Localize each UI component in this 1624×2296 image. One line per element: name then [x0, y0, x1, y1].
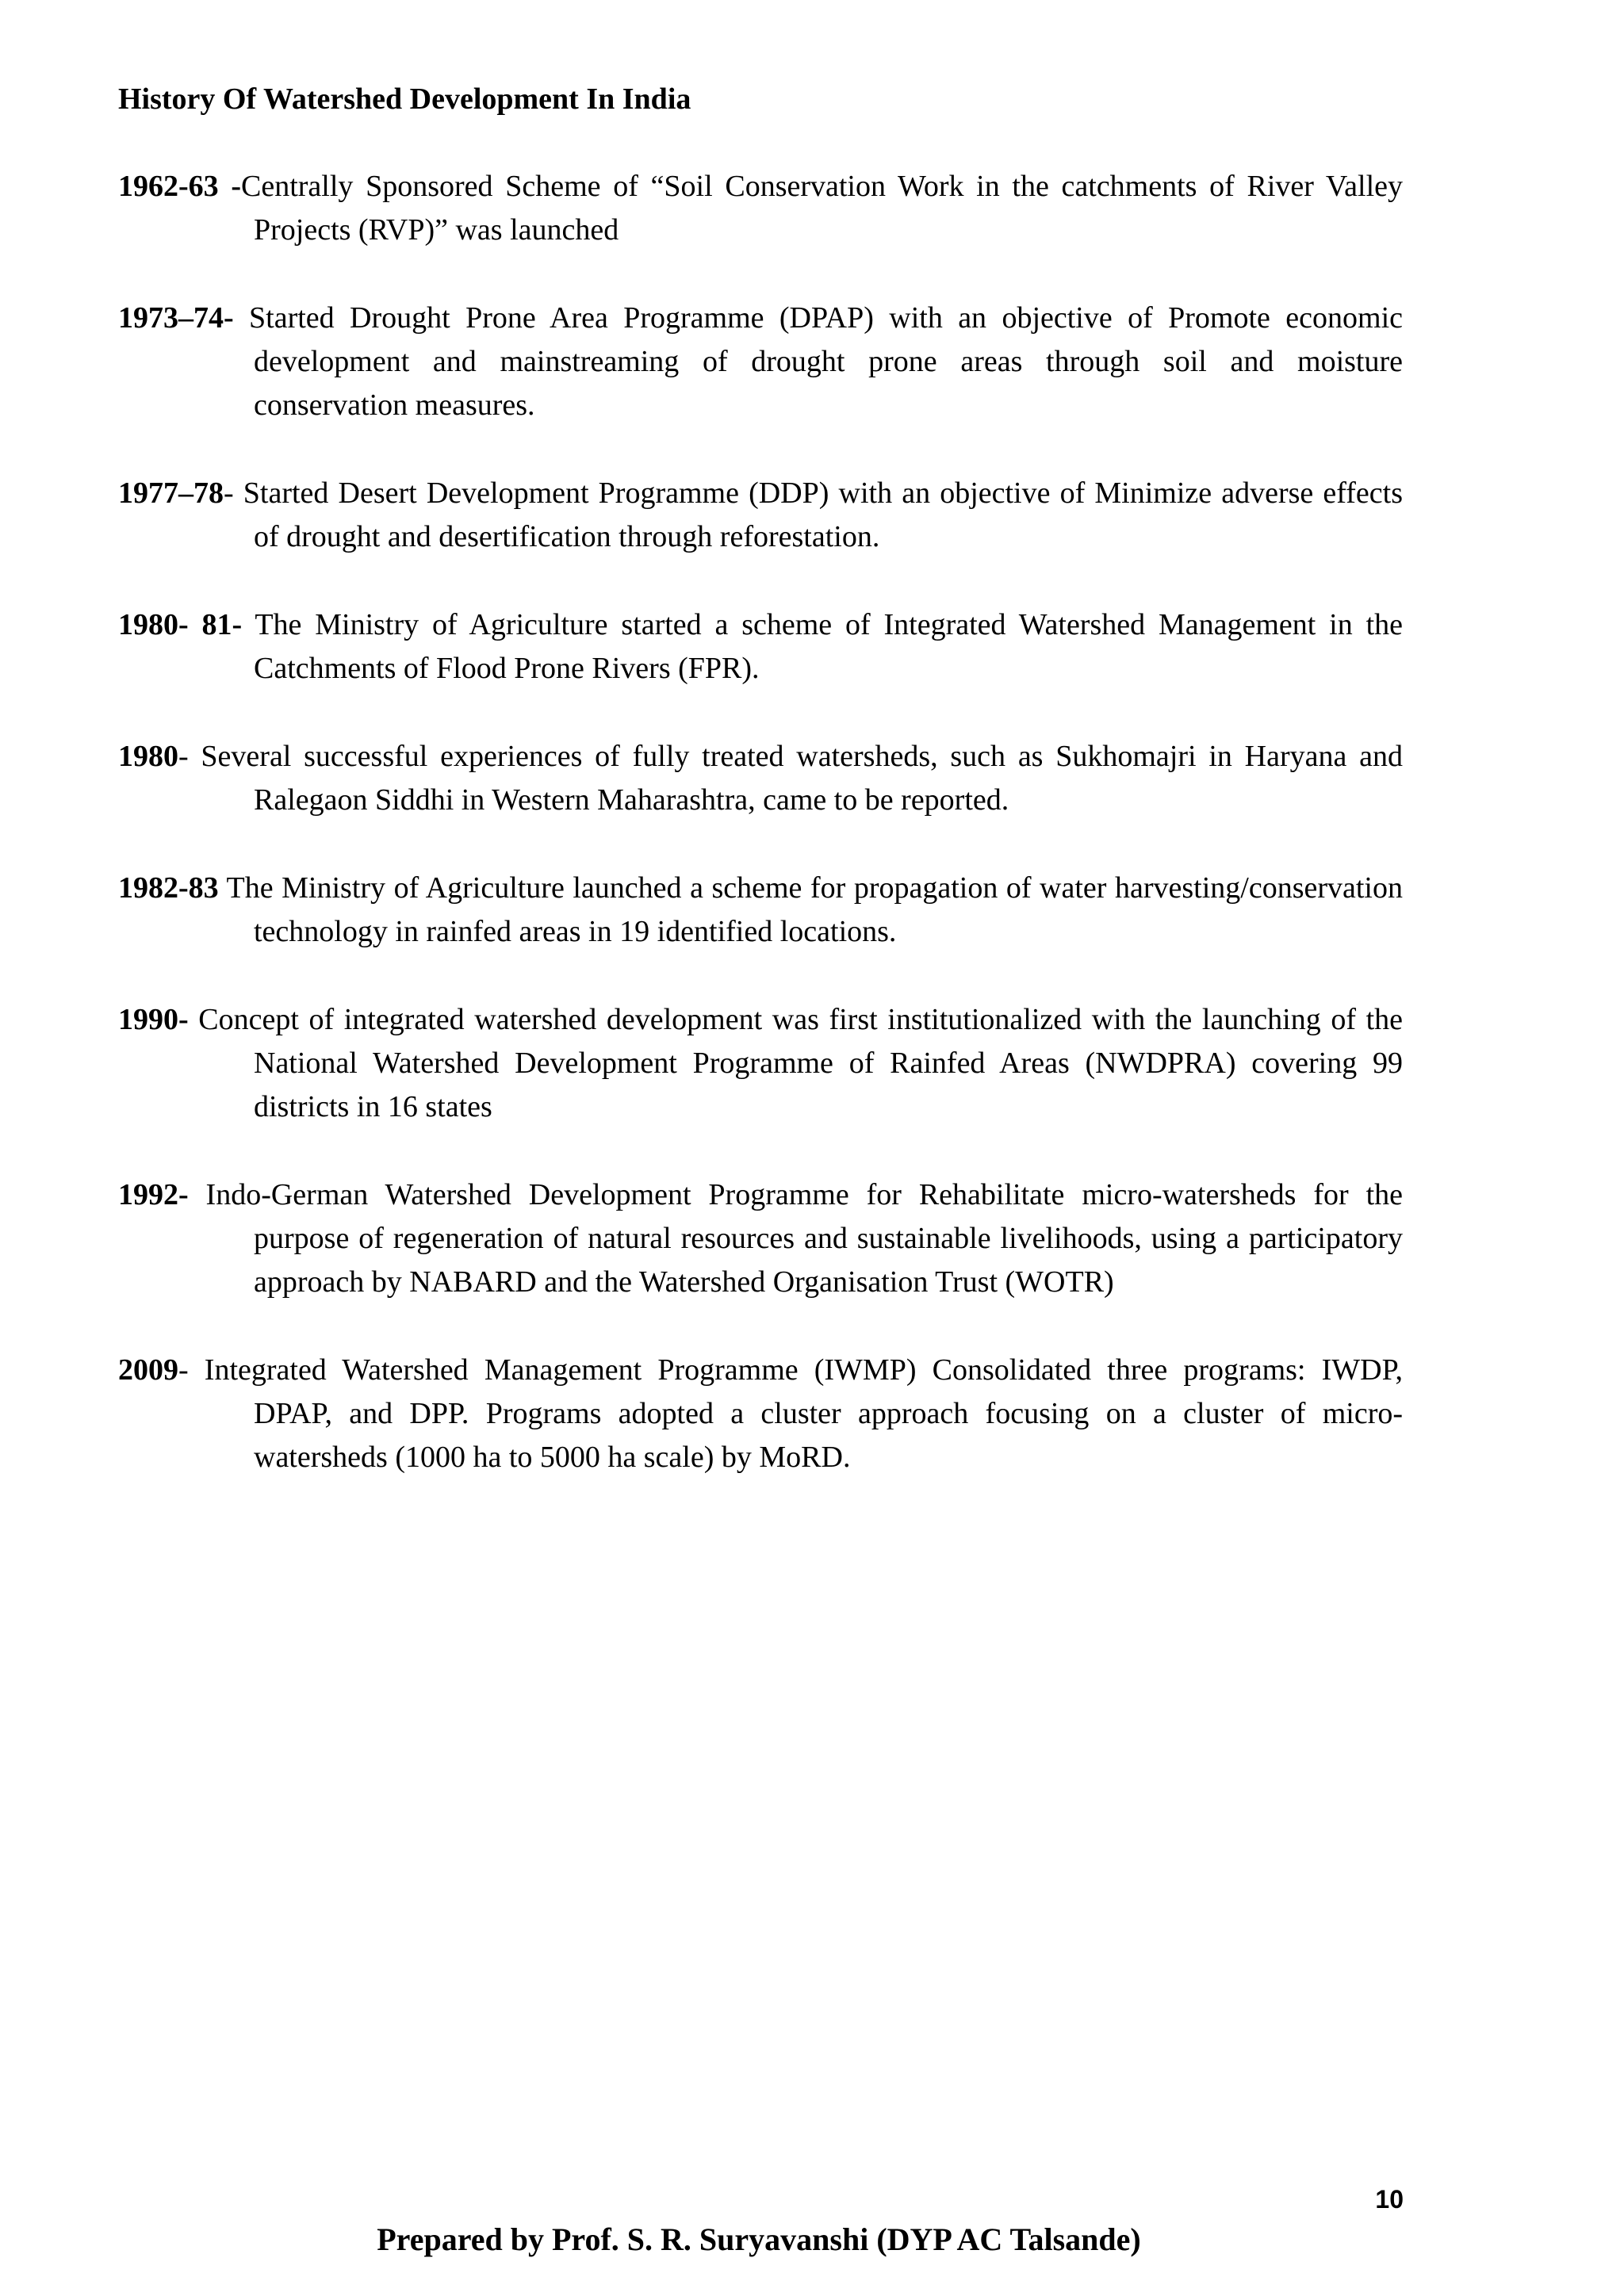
entry-text: Centrally Sponsored Scheme of “Soil Conservation Work in the catchments of River Valley Projects (RVP)” was launched	[241, 170, 1403, 247]
entry-text: - Integrated Watershed Management Programme (IWMP) Consolidated three programs: IWDP, DPAP, and DPP. Programs adopted a cluster approach focusing on a cluster of micro-watersheds (1000 ha to 5000 ha scale) by MoRD.	[178, 1353, 1403, 1474]
entry-text: Started Drought Prone Area Programme (DPAP) with an objective of Promote economic development and mainstreaming of drought prone areas through soil and moisture conservation measures.	[233, 301, 1403, 422]
footer-credit: Prepared by Prof. S. R. Suryavanshi (DYP AC Talsande)	[377, 2221, 1141, 2257]
entry-text: - Started Desert Development Programme (DDP) with an objective of Minimize adverse effects of drought and desertification through reforestation.	[224, 476, 1403, 553]
entry-text: Concept of integrated watershed development was first institutionalized with the launching of the National Watershed Development Programme of Rainfed Areas (NWDPRA) covering 99 districts in 16 states	[188, 1003, 1403, 1123]
entry-text: Indo-German Watershed Development Programme for Rehabilitate micro-watersheds for the purpose of regeneration of natural resources and sustainable livelihoods, using a participatory approach by NABARD and the Watershed Organisation Trust (WOTR)	[188, 1178, 1403, 1299]
entry-year: 1990-	[118, 1003, 189, 1036]
timeline-entry	[118, 1173, 1403, 1304]
timeline-entry	[118, 735, 1403, 822]
timeline-entry	[118, 998, 1403, 1129]
entry-year: 1977–78	[118, 476, 224, 510]
timeline-entry	[118, 165, 1403, 252]
timeline-entry	[118, 297, 1403, 427]
entry-year: 1980	[118, 740, 178, 773]
timeline-entry	[118, 867, 1403, 954]
page-number: 10	[1375, 2185, 1404, 2214]
timeline-entry	[118, 472, 1403, 559]
timeline-entry	[118, 603, 1403, 691]
entry-year: 1962-63 -	[118, 170, 241, 203]
entry-text: The Ministry of Agriculture started a scheme of Integrated Watershed Management in the Catchments of Flood Prone Rivers (FPR).	[242, 608, 1403, 685]
entry-year: 1992-	[118, 1178, 189, 1211]
page-title: History Of Watershed Development In India	[118, 82, 691, 116]
entry-text: The Ministry of Agriculture launched a scheme for propagation of water harvesting/conservation technology in rainfed areas in 19 identified locations.	[218, 871, 1403, 948]
entry-year: 2009	[118, 1353, 178, 1387]
entry-year: 1973–74-	[118, 301, 234, 335]
entry-year: 1980- 81-	[118, 608, 243, 641]
entry-year: 1982-83	[118, 871, 219, 905]
entry-text: - Several successful experiences of fully treated watersheds, such as Sukhomajri in Haryana and Ralegaon Siddhi in Western Maharashtra, came to be reported.	[178, 740, 1403, 817]
timeline-list	[118, 165, 1403, 1524]
timeline-entry	[118, 1349, 1403, 1479]
